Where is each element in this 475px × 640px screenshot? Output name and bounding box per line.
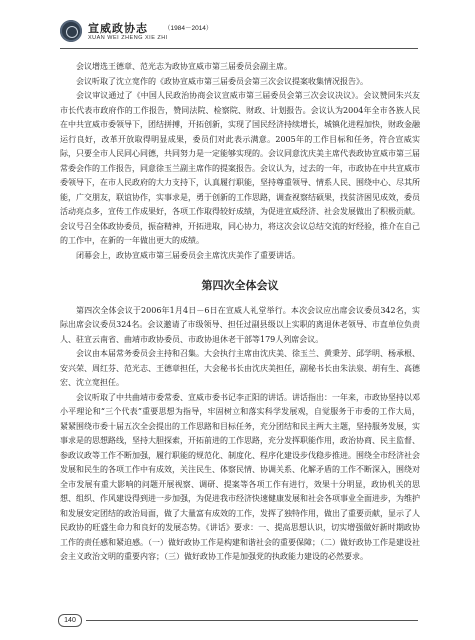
paragraph: 会议听取了中共曲靖市委常委、宣威市委书记李正阳的讲话。讲话指出：一年来，市政协坚持以邓小平理论和“三个代表”重要思想为指导，牢固树立和落实科学发展观，自觉服务于市委的工作大局，紧紧围绕市委十届五次全会提出的工作思路和目标任务，充分团结和民主两大主题，坚持服务发展，实事求是的思想路线，坚持大胆探索，开拓前进的工作思路，充分发挥职能作用，政治协商、民主监督、参政议政等工作不断加强，履行职能的规范化、制度化、程序化建设步伐稳步推进。围绕全市经济社会发展和民生的各项工作中有成效，关注民生、体察民情、协调关系、化解矛盾的工作不断深入，围绕对全市发展有重大影响的问题开展视察、调研、提案等各项工作有进行，效果十分明显，政协机关的思想、组织、作风建设得到进一步加强，为促进我市经济快速健康发展和社会各项事业全面进步，为维护和发展安定团结的政治局面，做了大量富有成效的工作，发挥了独特作用，做出了重要贡献，显示了人民政协的旺盛生命力和良好的发展态势。《讲话》要求：一、提高思想认识，切实增强做好新时期政协工作的责任感和紧迫感。（一）做好政协工作是构建和谐社会的重要保障；（二）做好政协工作是建设社会主义政治文明的重要内容；（三）做好政协工作是加强党的执政能力建设的必然要求。 — [60, 392, 420, 561]
header-rule — [60, 48, 418, 49]
paragraph: 闭幕会上，政协宣威市第三届委员会主席沈庆美作了重要讲话。 — [76, 250, 300, 260]
section-heading: 第四次全体会议 — [201, 279, 279, 292]
page-number: 140 — [58, 614, 82, 627]
book-pinyin: XUAN WEI ZHENG XIE ZHI — [88, 35, 168, 41]
paragraph: 会议增选王德章、范光志为政协宣威市第三届委员会副主席。 — [76, 62, 292, 71]
paragraph: 会议听取了沈立宽作的《政协宣威市第三届委员会第三次会议提案收集情况报告》。 — [76, 76, 368, 86]
paragraph: 会议由本届常务委员会主持和召集。大会执行主席由沈庆美、徐玉兰、黄秉芳、邱学明、杨承根、安兴荣、周红芬、范光志、王德章担任，大会秘书长由沈庆美担任，副秘书长由朱法泉、胡有生、高德宏、沈立宽担任。 — [60, 349, 420, 387]
emblem-icon — [60, 20, 82, 42]
book-title: 宣威政协志 — [88, 22, 148, 35]
footer-rule — [86, 620, 418, 621]
book-years: （1984－2014） — [164, 25, 213, 32]
page-body — [60, 60, 420, 565]
paragraph: 第四次全体会议于2006年1月4日－6日在宣威人礼堂举行。本次会议应出席会议委员342名，实际出席会议委员324名。会议邀请了市级领导、担任过副县级以上实职的离退休老领导、市直单位负责人、驻宣云南省、曲靖市政协委员、市政协退休老干部等179人列席会议。 — [60, 305, 420, 344]
page-header — [60, 18, 420, 48]
paragraph: 会议审议通过了《中国人民政治协商会议宣威市第三届委员会第三次会议决议》。会议赞同朱兴友市长代表市政府作的工作报告，赞同法院、检察院、财政、计划报告。会议认为2004年全市各族人民在中共宣威市委领导下，团结拼搏，开拓创新，实现了国民经济持续增长，城镇化进程加快，财政金融运行良好，改革开放取得明显成果，委员们对此表示满意。2005年的工作目标和任务，符合宣威实际，只要全市人民同心同德，共同努力是一定能够实现的。会议同意沈庆美主席代表政协宣威市第三届常委会作的工作报告，同意徐玉兰副主席作的提案报告。会议认为，过去的一年，市政协在中共宣威市委领导下，在市人民政府的大力支持下，认真履行职能，坚持尊重领导、情系人民、围绕中心、尽其所能，广交朋友，联谊协作，实事求是，勇于创新的工作思路，调查视察结硕果，找贫济困见成效，委员活动亮点多，宣传工作成果好，各项工作取得较好成绩，为促进宣威经济、社会发展做出了积极贡献。会议号召全体政协委员，振奋精神，开拓进取，同心协力，将这次会议总结交流的好经验，推介在自己的工作中，在新的一年做出更大的成绩。 — [60, 91, 420, 245]
